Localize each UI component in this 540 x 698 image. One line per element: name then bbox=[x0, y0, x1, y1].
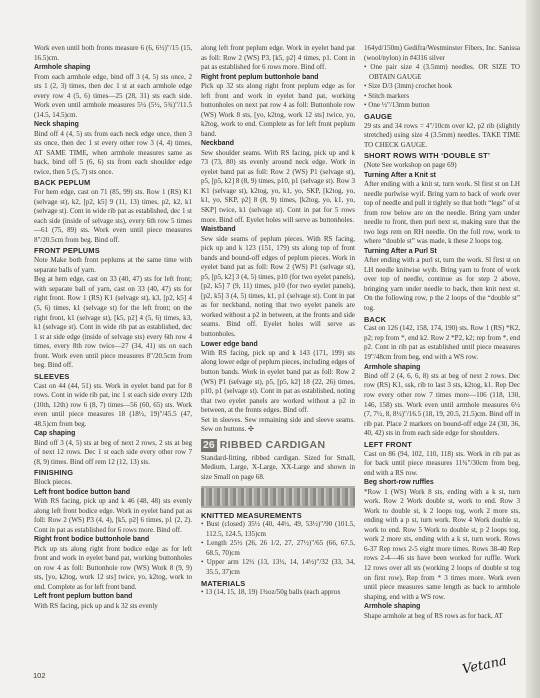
body-text: Sew shoulder seams. With RS facing, pick up and k 73 (73, 80) sts evenly around neck edge. Work in eyelet band pat as foll: Row 2 (WS) P1 (selvage st), p5, [p5, k2] 8 (8, 9) times, p10, p1 (selvage st). Row 3 K1 (selvage st), k2tog, yo, k1, yo, SKP, [k2tog, yo, k1, yo, SKP, p2] 8 (8, 9) times, [k2tog, yo, k1, yo, SKP] twice, k1 (selvage st). Cont in pat for 5 rows more. Bind off. Eyelet holes will serve as buttonholes. bbox=[201, 148, 355, 224]
column-right bbox=[364, 44, 520, 621]
body-text: Bind off 4 (4, 5) sts from each neck edge once, then 3 sts once, then dec 1 st every other row 3 (4, 4) times, AT SAME TIME, when armhole measures same as back, bind off 5 (6, 6) sts from each shoulder edge twice, then 5 (5, 7) sts once. bbox=[34, 129, 192, 176]
measurement-item: • Bust (closed) 35½ (40, 44½, 49, 53½)"/90 (101.5, 112.5, 124.5, 135)cm bbox=[201, 520, 355, 538]
subheading-right-bodice-band: Right front bodice buttonhole band bbox=[34, 536, 150, 544]
body-text: With RS facing, pick up and k 32 sts evenly bbox=[34, 601, 158, 610]
materials-item: • Size D/3 (3mm) crochet hook bbox=[364, 82, 452, 91]
body-text: Block pieces. bbox=[34, 478, 72, 487]
subheading-waistband: Waistband bbox=[201, 226, 236, 234]
subheading-left-peplum-band: Left front peplum button band bbox=[34, 593, 133, 601]
body-text: After ending with a purl st, turn the work. Sl first st on LH needle knitwise wyib. Bring yarn to front of work over top of needle, continue as for step 2 above, bringing yarn under needle to back, then knit next st. On the following row, p the 2 loops of the “double st” tog. bbox=[364, 256, 520, 312]
column-middle bbox=[201, 44, 355, 598]
body-text: With RS facing, pick up and k 46 (48, 48) sts evenly along left front bodice edge. Work in eyelet band pat as foll: Row 2 (WS) P3 (4, 4), [k5, p2] 6 times, p1 (2, 2). Cont in pat as established for 6 rows more. Bind off. bbox=[34, 497, 192, 534]
column-left bbox=[34, 44, 192, 611]
body-text: Shape armhole at beg of RS rows as for back, AT bbox=[364, 611, 503, 620]
body-text: *Row 1 (WS) Work 8 sts, ending with a k st, turn work. Row 2 Work double st, work to end. Row 3 Work to double st, k 2 loops tog, work 2 more sts, ending with a p st, turn work. Row 4 Work double st, work to end. Row 5 Work to double st, p 2 loops tog, work 2 more sts, ending with a k st, turn work. Rows 6-37 Rep rows 2-5 eight more times. Rows 38-40 Rep rows 2-4—46 sts have been worked for ruffle. Work 12 rows over all sts (working 2 loops of double st tog on first row). Rep from * 3 times more. Work even until piece measures same length as back to armhole shaping, end with a WS row. bbox=[364, 487, 520, 601]
body-text: Bind off 2 (4, 6, 6, 8) sts at beg of next 2 rows. Dec row (RS) K1, ssk, rib to last 3 sts, k2tog, k1. Rep Dec row every other row 7 times more—106 (118, 130, 146, 158) sts. Work even until armhole measures 6½ (7, 7½, 8, 8½)"/16.5 (18, 19, 20.5, 21.5)cm. Bind off in rib pat. Place 2 markers on bound-off edge 24 (30, 36, 40, 42) sts in from each side edge for shoulders. bbox=[364, 371, 520, 438]
body-text: From each armhole edge, bind off 3 (4, 5) sts once, 2 sts 1 (2, 3) times, then dec 1 st at each armhole edge every row 4 (5, 6) times—25 (28, 31) sts each side. Work even until armhole measures 5¼ (5½, 5¾)"/11.5 (14.5, 14.5)cm. bbox=[34, 72, 192, 119]
heading-left-front: LEFT FRONT bbox=[364, 439, 412, 449]
body-text: 164yd/150m) Gedifra/Westminster Fibers, Inc. Sanissa (wool/nylon) in #4316 silver bbox=[364, 44, 520, 62]
body-text: Sew side seams of peplum pieces. With RS facing, pick up and k 123 (151, 179) sts along top of front bands and bound-off edges of peplum pieces. Work in eyelet band pat as foll: Row 2 (WS) P1 (selvage st), p5, [p5, k2] 3 (4, 5) times, p10 (for two eyelet panels), [p2, k5] 7 (9, 11) times, p10 (for two eyelet panels), [p2, k5] 3 (4, 5) times, k1, p1 (selvage st). Cont in pat as for neckband, noting that two eyelet panels are worked without a p2 in between, at the fronts and side seams. Bind off. Eyelet holes will serve as buttonholes. bbox=[201, 234, 355, 338]
heading-finishing: FINISHING bbox=[34, 468, 74, 478]
handwritten-signature: Vetana bbox=[460, 653, 509, 678]
body-text: Cast on 44 (44, 51) sts. Work in eyelet band pat for 8 rows. Cont in wide rib pat, inc 1 st each side every 12th (10th, 12th) row 6 (8, 7) times—56 (60, 65) sts. Work even until piece measures 18 (18½, 19)"/45.5 (47, 48.5)cm from beg. bbox=[34, 381, 192, 428]
body-text: Beg at hem edge, cast on 33 (40, 47) sts for left front; with separate ball of yarn, cast on 33 (40, 47) sts for right front. Row 1 (RS) K1 (selvage st), k3, [p2, k5] 4 (5, 6) times, k1 (selvage st) for the left front; on the right front, k1 (selvage st), [k5, p2] 4 (5, 6) times, k3, k1 (selvage st). Cont in wide rib pat as established, dec 1 st at side edge (inside of selvage sts) every 6th row 4 times, every 8th row twice—27 (34, 41) sts on each front. Work even until piece measures 8"/20.5cm from beg. Bind off. bbox=[34, 275, 192, 370]
subheading-neckband: Neckband bbox=[201, 140, 234, 148]
stitch-swatch-image bbox=[201, 486, 355, 508]
body-text: Set in sleeves. Sew remaining side and sleeve seams. Sew on buttons. ✣ bbox=[201, 415, 355, 434]
body-text: With RS facing, pick up and k 143 (171, 199) sts along lower edge of peplum pieces, including edges of button bands. Work in eyelet band pat as foll: Row 2 (WS) P1 (selvage st), p5, [p5, k2] 18 (22, 26) times, p10, p1 (selvage st). Cont in pat as established, noting that two eyelet panels are worked without a p2 in between, at the fronts edges. Bind off. bbox=[201, 348, 356, 415]
section-number: 26 bbox=[203, 438, 215, 451]
heading-gauge: GAUGE bbox=[364, 111, 393, 121]
subheading-right-peplum-band: Right front peplum buttonhole band bbox=[201, 73, 319, 81]
heading-front-peplums: FRONT PEPLUMS bbox=[34, 246, 100, 256]
subheading-armhole-front: Armhole shaping bbox=[364, 603, 421, 611]
heading-sleeves: SLEEVES bbox=[34, 371, 70, 381]
subheading-lower-edge: Lower edge band bbox=[201, 340, 258, 348]
body-text: After ending with a knit st, turn work. Sl first st on LH needle purlwise wyif. Bring yarn to back of work over top of needle and pull it tightly so that both “legs” of st from row below are on the needle. Bring yarn under needle to front, then purl next st, making sure that the two legs rem on RH needle. On the foll row, work to where “double st” was made, k these 2 loops tog. bbox=[364, 180, 520, 246]
subheading-turning-purl: Turning After a Purl St bbox=[364, 247, 437, 255]
measurement-item: • Length 25½ (26, 26 1/2, 27, 27½)"/65 (66, 67.5, 68.5, 70)cm bbox=[201, 539, 355, 557]
body-text: along left front peplum edge. Work in eyelet band pat as foll: Row 2 (WS) P3, [k5, p2] 4 times, p1. Cont in pat as established for 6 rows more. Bind off. bbox=[201, 44, 355, 72]
body-text: 29 sts and 34 rows = 4"/10cm over k2, p2 rib (slightly stretched) using size 4 (3.5mm) needles. TAKE TIME TO CHECK GAUGE. bbox=[364, 121, 520, 149]
subheading-ruffles: Beg short-row ruffles bbox=[364, 479, 434, 487]
body-text: For hem edge, cast on 71 (85, 99) sts. Row 1 (RS) K1 (selvage st), k2, [p2, k5] 9 (11, 13) times, p2, k2, k1 (selvage st). Cont in wide rib pat as established, dec 1 st each side (inside of selvage sts), every 6th row 5 times—61 (75, 89) sts. Work even until piece measures 8"/20.5cm from beg. Bind off. bbox=[34, 188, 192, 244]
body-text: Cast on 126 (142, 158, 174, 190) sts. Row 1 (RS) *K2, p2; rep from *, end k2. Row 2 *P2, k2; rep from *, end p2. Cont in rib pat as established until piece measures 19"/48cm from beg, end with a WS row. bbox=[364, 324, 520, 361]
materials-item: • 13 (14, 15, 18, 19) 1¾oz/50g balls (each approx bbox=[201, 588, 341, 597]
body-text: Cast on 86 (94, 102, 110, 118) sts. Work in rib pat as for back until piece measures 11¾"/30cm from beg, end with a RS row. bbox=[364, 449, 520, 477]
body-text: Pick up 32 sts along right front peplum edge as for left front and work in eyelet band pat, working buttonholes on next pat row 4 as foll: Buttonhole row (WS) Work 8 sts, [yo, k2tog, work 12 sts] twice, yo, k2tog, work to end. Complete as for left front peplum band. bbox=[201, 82, 355, 138]
heading-back: BACK bbox=[364, 314, 387, 324]
subheading-turning-knit: Turning After a Knit st bbox=[364, 171, 436, 179]
materials-item: • One ½"/13mm button bbox=[364, 101, 430, 110]
measurement-item: • Upper arm 12½ (13, 13½, 14, 14½)"/32 (33, 34, 35.5, 37)cm bbox=[201, 558, 355, 577]
heading-back-peplum: BACK PEPLUM bbox=[34, 178, 91, 188]
page-spine-shadow bbox=[526, 0, 540, 698]
note-text: (Note See workshop on page 69) bbox=[364, 161, 457, 170]
subheading-cap: Cap shaping bbox=[34, 430, 76, 438]
body-text: Bind off 3 (4, 5) sts at beg of next 2 rows, 2 sts at beg of next 12 rows. Dec 1 st each side every other row 7 (8, 9) times. Bind off rem 12 (12, 13) sts. bbox=[34, 438, 192, 466]
intro-text: Standard-fitting, ribbed cardigan. Sized for Small, Medium, Large, X-Large, XX-Large and shown in size Small on page 68. bbox=[201, 453, 355, 481]
note-text: Note Make both front peplums at the same time with separate balls of yarn. bbox=[34, 256, 192, 274]
page-number: 102 bbox=[33, 671, 46, 680]
subheading-armhole-back: Armhole shaping bbox=[364, 363, 421, 371]
section-title-26 bbox=[201, 439, 355, 452]
body-text: Pick up sts along right front bodice edge as for left front and work in eyelet band pat, working buttonholes on row 4 as foll: Buttonhole row (WS) Work 8 (9, 9) sts, [yo, k2tog, work 12 sts] twice, yo, k2tog, work to end. Complete as for left front band. bbox=[34, 544, 192, 591]
subheading-left-bodice-band: Left front bodice button band bbox=[34, 488, 131, 496]
subheading-neck: Neck shaping bbox=[34, 121, 79, 129]
heading-knitted-measurements: KNITTED MEASUREMENTS bbox=[201, 510, 302, 520]
heading-materials: MATERIALS bbox=[201, 578, 246, 588]
subheading-armhole: Armhole shaping bbox=[34, 64, 91, 72]
body-text: Work even until both fronts measure 6 (6, 6½)"/15 (15, 16.5)cm. bbox=[34, 44, 192, 62]
section-title: RIBBED CARDIGAN bbox=[219, 438, 326, 451]
materials-item: • Stitch markers bbox=[364, 91, 410, 100]
materials-item: • One pair size 4 (3.5mm) needles. OR SIZE TO OBTAIN GAUGE bbox=[364, 63, 520, 81]
heading-short-rows: SHORT ROWS WITH ‘DOUBLE ST’ bbox=[364, 151, 491, 161]
